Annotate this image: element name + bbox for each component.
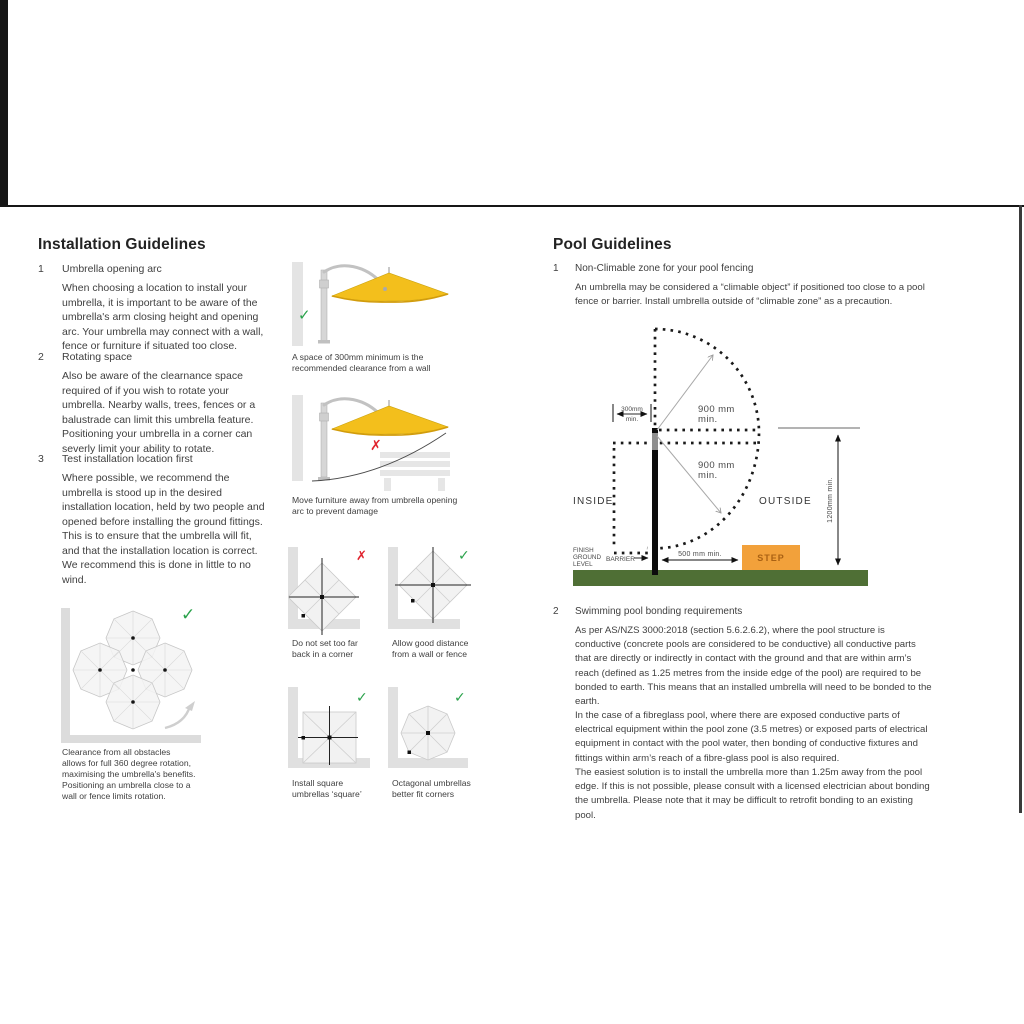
fig2-caption: [292, 495, 457, 517]
canopy-hub: [383, 287, 387, 291]
item-number: 1: [38, 263, 44, 275]
cross-icon: ✗: [356, 548, 367, 563]
center-dot: [320, 595, 324, 599]
left-edge-bar: [0, 0, 8, 207]
umbrella-winch: [320, 413, 329, 421]
step-label: STEP: [757, 553, 785, 563]
bonding-paragraph-2: In the case of a fibreglass pool, where there are exposed conductive parts of electrical equipment within the pool zone (3.5 metres) or exposed parts of electrical equipment in contact with the pool water, then bonding of conductive fixtures and fittings within arm’s reach of a fibre-glass pool is also required.: [575, 710, 928, 764]
dim-300-label: 300mm: [621, 406, 643, 413]
octagon-corner-figure: [388, 684, 478, 779]
caption-line: Install square: [292, 778, 344, 788]
item-title: Umbrella opening arc: [62, 263, 162, 275]
dim-500: [662, 551, 738, 560]
dim-900-upper-min: min.: [698, 414, 718, 425]
wall-vertical: [288, 687, 298, 767]
caption-line: allows for full 360 degree rotation,: [62, 757, 191, 768]
caption-line: Do not set too far: [292, 638, 358, 648]
item-number: 2: [553, 606, 559, 617]
rotate-arrow-head: [185, 701, 195, 711]
mast-dot: [411, 599, 415, 603]
corner-too-close-figure: [288, 543, 378, 638]
wall: [292, 262, 303, 346]
dim-900-lower-min: min.: [698, 470, 718, 481]
item-title: Test installation location first: [62, 453, 193, 465]
cross-icon: ✗: [370, 437, 382, 453]
item-body: An umbrella may be considered a “climable object” if positioned too close to a pool fence or barrier. Install umbrella outside of “climable zone” as a precaution.: [575, 282, 925, 308]
dim-900-lower: 900 mm: [698, 460, 735, 471]
caption-line: Octagonal umbrellas: [392, 778, 471, 788]
caption-line: A space of 300mm minimum is the: [292, 352, 424, 362]
item-title: Non-Climable zone for your pool fencing: [575, 263, 754, 274]
bench: [380, 452, 450, 491]
non-climable-zone-boundary: [613, 329, 761, 553]
rotate-arrow: [165, 706, 190, 728]
item-body: Where possible, we recommend the umbrella is stood up in the desired installation location, held by two people and opened before installing the ground fittings. This is to ensure that the umbrella will fit, and that the installation location is correct. We recommend this is done in little to no wind.: [62, 472, 265, 586]
wall-vertical: [388, 687, 398, 767]
caption-line: from a wall or fence: [392, 648, 467, 659]
umbrella-canopy: [332, 406, 448, 434]
caption-line: Move furniture away from umbrella opening: [292, 495, 458, 505]
caption-line: better fit corners: [392, 788, 455, 799]
caption-line: back in a corner: [292, 648, 354, 659]
rotation-caption: [62, 747, 195, 802]
center-dot: [431, 583, 435, 587]
inside-label: INSIDE: [573, 496, 614, 507]
caption-line: Positioning an umbrella close to a: [62, 779, 191, 790]
caption-line: recommended clearance from a wall: [292, 362, 431, 373]
mast-dot: [302, 736, 306, 740]
fgl-line: LEVEL: [573, 561, 593, 568]
center-dot: [328, 736, 332, 740]
fgl-line: GROUND: [573, 554, 601, 561]
item-body: Also be aware of the clearnance space required of if you wish to rotate your umbrella. Nearby walls, trees, fences or a balustrade can limit this umbrella feature. Positioning your umbrella in a corner can severly limit your ability to rotate.: [62, 370, 256, 455]
right-edge-bar: [1019, 205, 1022, 813]
fig3b-caption: [392, 638, 468, 660]
fgl-line: FINISH: [573, 547, 594, 554]
bonding-paragraph-1: As per AS/NZS 3000:2018 (section 5.6.2.6.2), where the pool structure is conductive (concrete pools are considered to be conductive) all conductive parts that are directly or indirectly in contact with the ground and that are within arm’s reach (defined as 1.25 metres from the inside edge of the pool) are required to be bonded to earth. This means that an installed umbrella will need to be bonded to the earth.: [575, 625, 932, 708]
barrier-post-cap: [652, 433, 658, 450]
ground: [573, 570, 868, 586]
wall-vertical: [388, 547, 398, 627]
caption-line: arc to prevent damage: [292, 505, 378, 516]
caption-line: maximising the umbrella's benefits.: [62, 768, 196, 779]
check-icon: ✓: [356, 689, 368, 705]
barrier-label: BARRIER: [606, 556, 635, 563]
umbrella-winch: [320, 280, 329, 288]
caption-line: Allow good distance: [392, 638, 469, 648]
check-icon: ✓: [454, 689, 466, 705]
item-number: 2: [38, 351, 44, 363]
fig1-caption: [292, 352, 431, 374]
installation-heading: Installation Guidelines: [38, 236, 206, 253]
item-number: 3: [38, 453, 44, 465]
fig3a-caption: [292, 638, 358, 660]
umbrella-canopy: [332, 273, 448, 301]
wall-vertical: [288, 547, 298, 627]
wall: [292, 395, 303, 481]
square-install-figure: [288, 684, 378, 779]
rotation-clearance-figure: [55, 598, 215, 748]
fig4a-caption: [292, 778, 362, 800]
item-title: Rotating space: [62, 351, 133, 363]
pool-fence-diagram: [553, 320, 913, 590]
fig4b-caption: [392, 778, 471, 800]
center-dot: [426, 731, 430, 735]
check-icon: ✓: [298, 307, 311, 324]
check-icon: ✓: [458, 547, 470, 563]
item-title: Swimming pool bonding requirements: [575, 606, 743, 617]
wall-clearance-figure: [288, 256, 473, 351]
wall-horizontal: [388, 619, 460, 629]
dim-300: [613, 404, 651, 423]
finish-ground-level-label: [573, 547, 601, 568]
furniture-arc-figure: [288, 388, 473, 493]
dim-1200-label: 1200mm min.: [827, 477, 834, 523]
barrier-post: [652, 428, 658, 575]
wall-vertical: [61, 608, 70, 736]
top-rule: [0, 205, 1024, 207]
caption-line: wall or fence limits rotation.: [62, 790, 166, 801]
caption-line: umbrellas ‘square’: [292, 788, 362, 799]
dim-300-min: min.: [625, 416, 639, 423]
corner-good-distance-figure: [388, 543, 478, 638]
bonding-paragraph-3: The easiest solution is to install the umbrella more than 1.25m away from the pool edge. If this is not possible, please consult with a licensed electrician about bonding the umbrella. Please note that it may be difficult to retrofit bonding to an existing pool.: [575, 767, 930, 821]
pool-heading: Pool Guidelines: [553, 236, 672, 253]
check-icon: ✓: [181, 605, 196, 624]
item-body: When choosing a location to install your umbrella, it is important to be aware of the umbrella's arm closing height and opening arc. Your umbrella may connect with a wall, fence or furniture if situated too close.: [62, 282, 264, 352]
outside-label: OUTSIDE: [759, 496, 812, 507]
caption-line: Clearance from all obstacles: [62, 747, 171, 757]
dim-500-label: 500 mm min.: [678, 551, 722, 558]
mast-dot: [408, 751, 412, 755]
umbrella-base: [318, 340, 330, 344]
dim-900-upper: 900 mm: [698, 404, 735, 415]
item-number: 1: [553, 263, 559, 274]
mast-dot: [302, 614, 306, 618]
wall-horizontal: [61, 735, 201, 743]
